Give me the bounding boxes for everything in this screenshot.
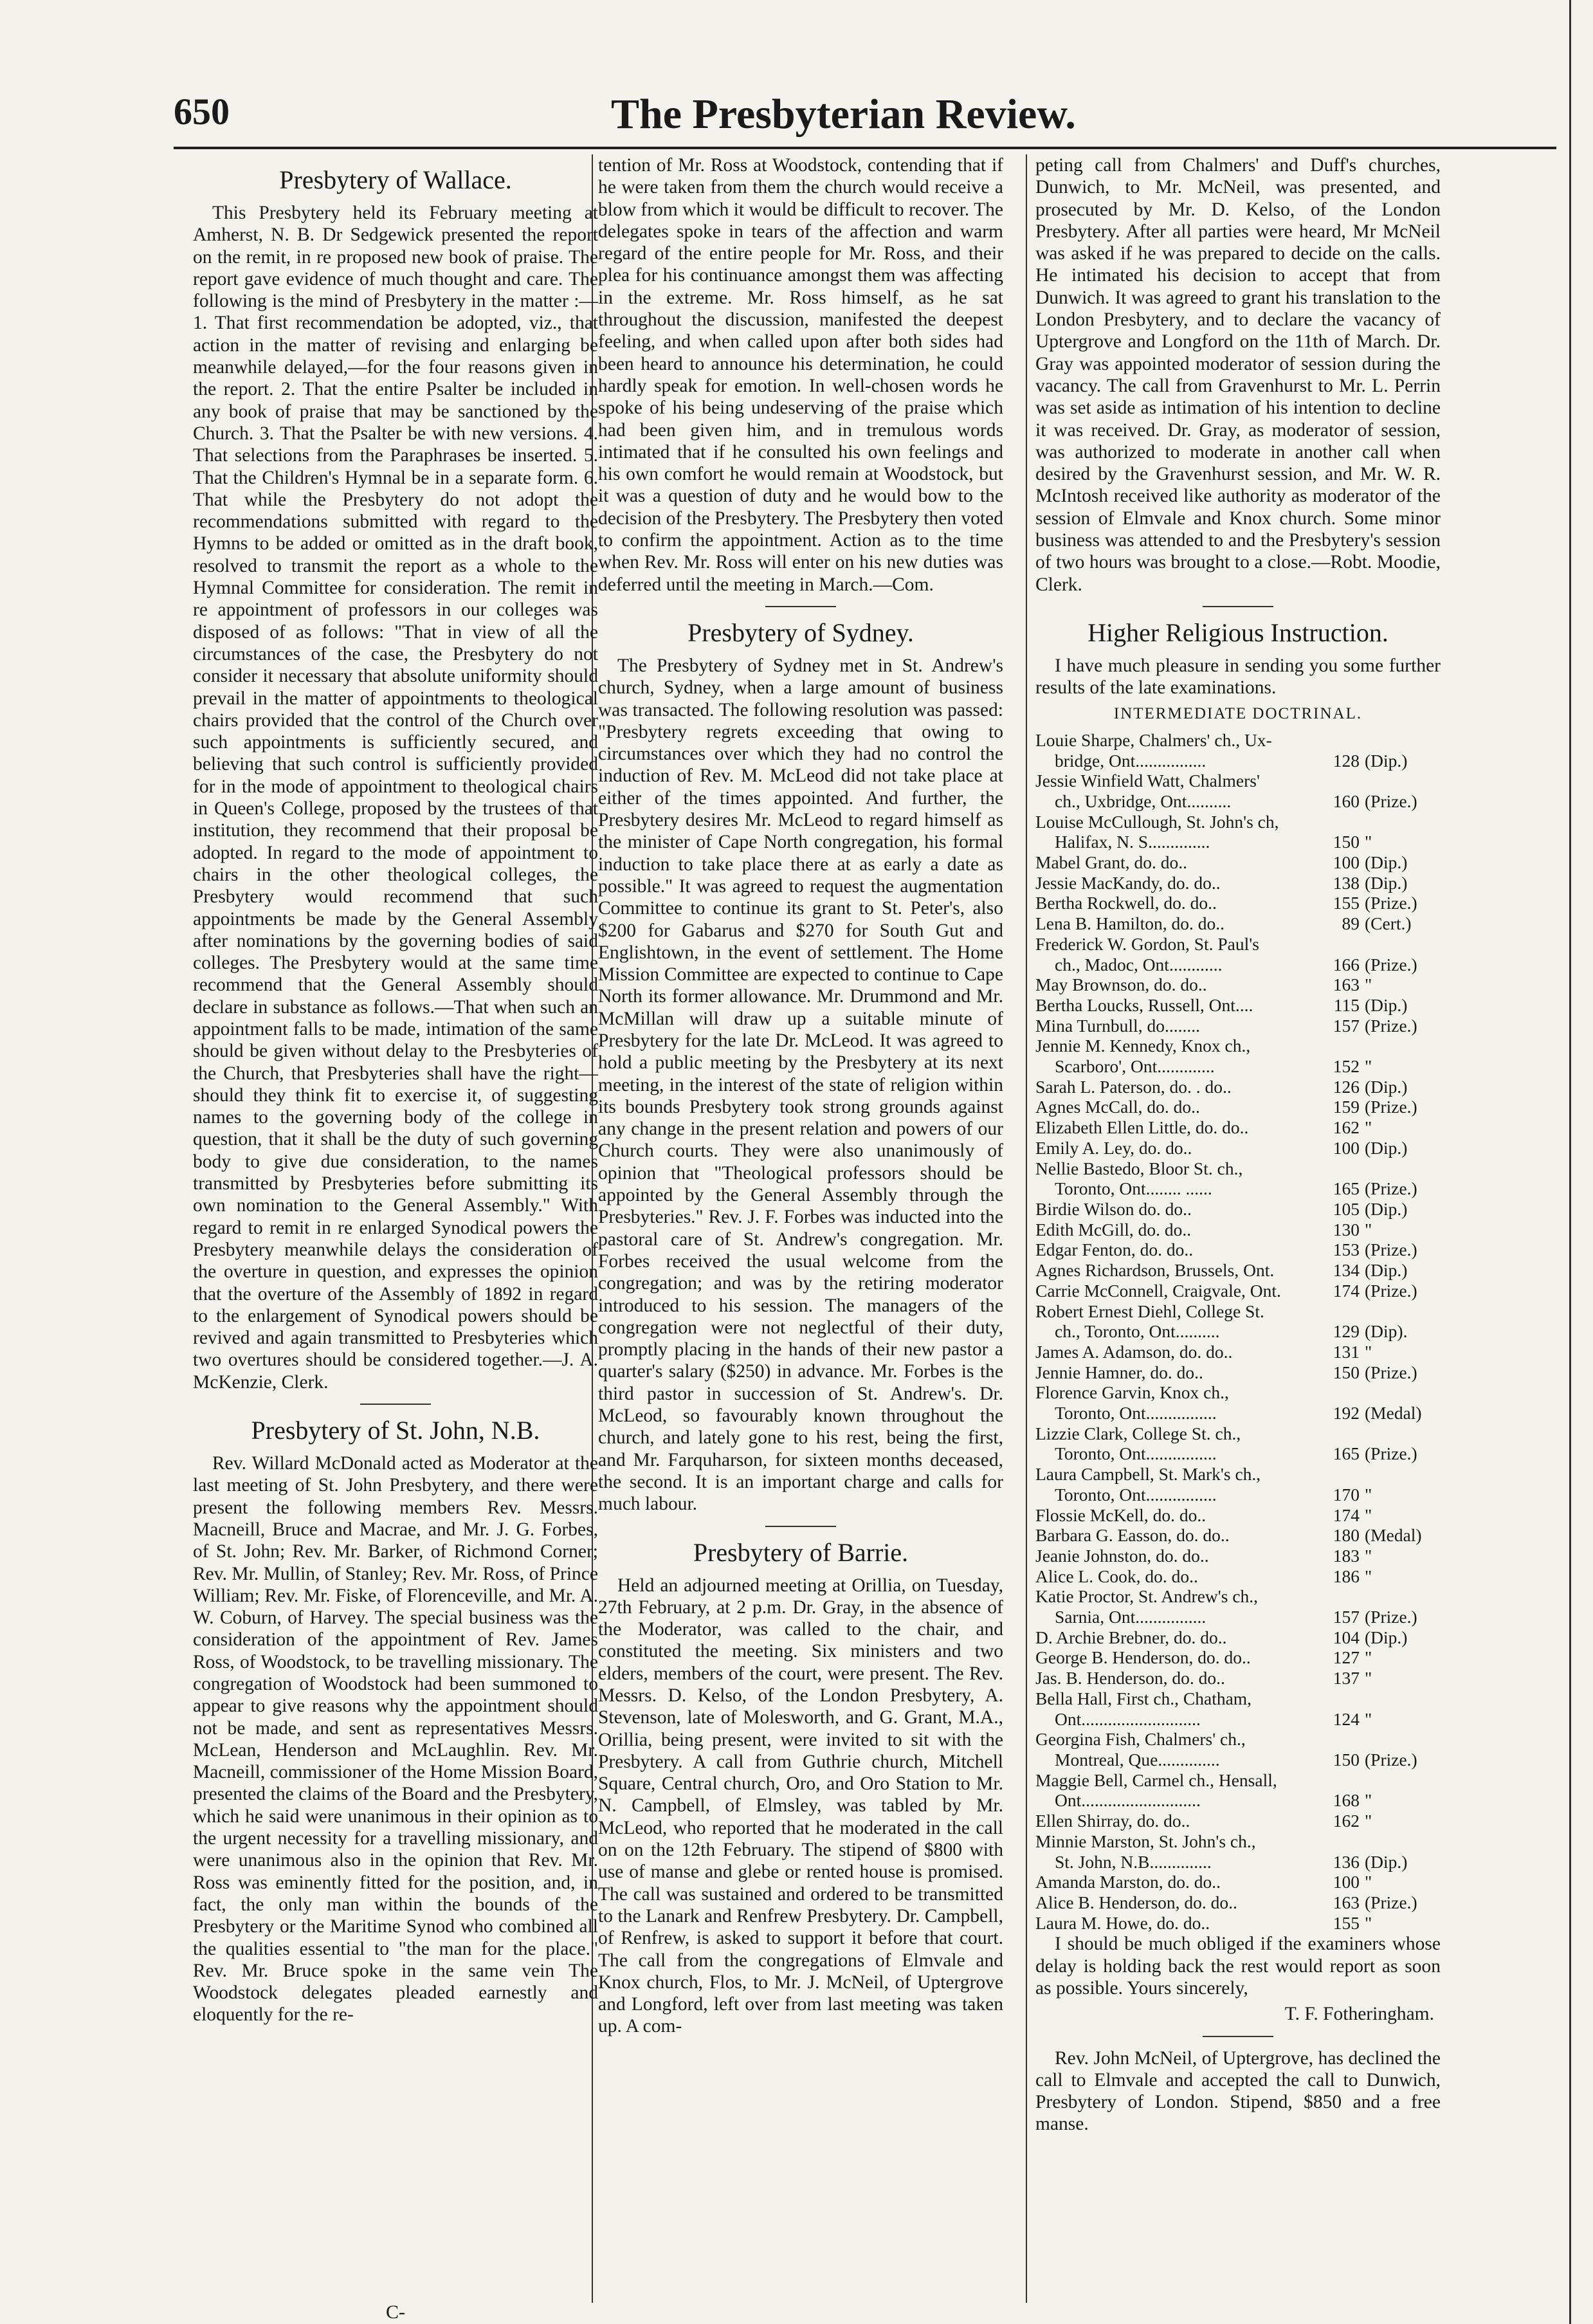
candidate-name: Ont........................... — [1055, 1790, 1201, 1811]
results-row — [1035, 1097, 1441, 1117]
candidate-award: " — [1365, 1056, 1372, 1077]
candidate-award — [1360, 1586, 1441, 1607]
candidate-score — [1307, 1586, 1360, 1607]
candidate-award: (Prize.) — [1365, 1015, 1417, 1036]
candidate-award — [1360, 771, 1441, 791]
candidate-score: 186 — [1333, 1566, 1360, 1586]
candidate-score: 192 — [1333, 1403, 1360, 1423]
candidate-score — [1307, 1688, 1360, 1709]
results-row — [1035, 1750, 1441, 1770]
results-row — [1035, 1077, 1441, 1097]
candidate-name: Agnes McCall, do. do.. — [1035, 1097, 1200, 1117]
candidate-name: Ont........................... — [1055, 1708, 1201, 1729]
results-row — [1035, 1647, 1441, 1668]
candidate-score: 136 — [1333, 1851, 1360, 1872]
results-row — [1035, 1321, 1441, 1342]
results-row — [1035, 1790, 1441, 1811]
results-row — [1035, 1525, 1441, 1546]
results-row — [1035, 1301, 1441, 1322]
candidate-award: " — [1365, 1708, 1372, 1729]
candidate-award: (Dip.) — [1365, 1851, 1408, 1872]
candidate-score: 100 — [1333, 1137, 1360, 1158]
candidate-award: " — [1365, 1912, 1372, 1933]
article-continuation: peting call from Chalmers' and Duff's churches, Dunwich, to Mr. McNeil, was presented, and prosecuted by Mr. D. Kelso, of the London Presbytery. After all parties were heard, Mr McNeil was asked if he was prepared to decide on the calls. He intimated his decision to accept that from Dunwich. It was agreed to grant his translation to the London Presbytery, and to declare the vacancy of Uptergrove and Longford on the 11th of March. Dr. Gray was appointed moderator of session during the vacancy. The call from Gravenhurst to Mr. L. Perrin was set aside as intimation of his intention to decline it was received. Dr. Gray, as moderator of session, was authorized to moderate in another call when desired by the Gravenhurst session, and Mr. W. R. McIntosh received like authority as moderator of the session of Elmvale and Knox church. Some minor business was attended to and the Presbytery's session of two hours was brought to a close.—Robt. Moodie, Clerk. — [1035, 155, 1441, 595]
results-row — [1035, 852, 1441, 873]
candidate-score: 134 — [1333, 1260, 1360, 1281]
results-intro: I have much pleasure in sending you some further results of the late examinations. — [1035, 655, 1441, 699]
article-separator — [1203, 606, 1273, 607]
candidate-award — [1360, 1301, 1441, 1322]
candidate-award: (Dip.) — [1365, 1260, 1408, 1281]
candidate-score: 166 — [1333, 954, 1360, 974]
results-row — [1035, 995, 1441, 1016]
candidate-name: Mabel Grant, do. do.. — [1035, 852, 1187, 873]
candidate-award: (Prize.) — [1365, 791, 1417, 811]
candidate-name: Georgina Fish, Chalmers' ch., — [1035, 1729, 1246, 1750]
candidate-name: Alice B. Henderson, do. do.. — [1035, 1892, 1237, 1912]
candidate-award: (Dip.) — [1365, 1076, 1408, 1097]
candidate-score — [1307, 1301, 1360, 1322]
candidate-name: Frederick W. Gordon, St. Paul's — [1035, 933, 1259, 954]
candidate-name: Jas. B. Henderson, do. do.. — [1035, 1668, 1225, 1688]
candidate-name: Jessie MacKandy, do. do.. — [1035, 872, 1221, 893]
candidate-award — [1360, 1729, 1441, 1750]
candidate-award: (Prize.) — [1365, 954, 1417, 974]
candidate-name: ch., Madoc, Ont............ — [1055, 954, 1223, 974]
candidate-score: 165 — [1333, 1178, 1360, 1199]
candidate-name: Sarnia, Ont................ — [1055, 1607, 1206, 1627]
candidate-score: 155 — [1333, 893, 1360, 913]
candidate-score — [1307, 1382, 1360, 1403]
candidate-name: Jennie M. Kennedy, Knox ch., — [1035, 1036, 1251, 1056]
results-caption: INTERMEDIATE DOCTRINAL. — [1113, 704, 1363, 722]
candidate-score: 131 — [1333, 1341, 1360, 1362]
results-row — [1035, 812, 1441, 832]
candidate-award: (Cert.) — [1365, 913, 1412, 934]
candidate-score: 100 — [1333, 852, 1360, 873]
candidate-score: 150 — [1333, 1749, 1360, 1770]
candidate-score — [1307, 1036, 1360, 1056]
results-row — [1035, 1403, 1441, 1423]
candidate-award — [1360, 1831, 1441, 1852]
candidate-name: Agnes Richardson, Brussels, Ont. — [1035, 1260, 1275, 1281]
candidate-score: 174 — [1333, 1505, 1360, 1525]
candidate-name: Louie Sharpe, Chalmers' ch., Ux- — [1035, 729, 1272, 750]
candidate-score — [1307, 1464, 1360, 1485]
candidate-score: 152 — [1333, 1056, 1360, 1077]
candidate-score: 160 — [1333, 791, 1360, 811]
article-title-st-john: Presbytery of St. John, N.B. — [251, 1416, 540, 1445]
results-row — [1035, 1485, 1441, 1505]
results-row — [1035, 1913, 1441, 1934]
results-closing: I should be much obliged if the examiners whose delay is holding back the rest would report as soon as possible. Yours sincerely, — [1035, 1934, 1441, 1999]
article-separator — [765, 1526, 836, 1527]
candidate-award: (Prize.) — [1365, 1892, 1417, 1912]
candidate-name: Carrie McConnell, Craigvale, Ont. — [1035, 1280, 1281, 1301]
article-body-wallace: This Presbytery held its February meeting at Amherst, N. B. Dr Sedgewick presented the report on the remit, in re proposed new book of praise. The report gave evidence of much thought and care. The following is the mind of Presbytery in the matter :—1. That first recommendation be adopted, viz., that action in the matter of revising and enlarging be meanwhile delayed,—for the four reasons given in the report. 2. That the entire Psalter be included in any book of praise that may be sanctioned by the Church. 3. That the Psalter be with new versions. 4. That selections from the Paraphrases be inserted. 5. That the Children's Hymnal be in a separate form. 6. That while the Presbytery do not adopt the recommendations submitted with regard to the Hymns to be added or omitted as in the draft book, resolved to transmit the report as a whole to the Hymnal Committee for consideration. The remit in re appointment of professors in our colleges was disposed of as follows: "That in view of all the circumstances of the case, the Presbytery do not consider it necessary that absolute uniformity should prevail in the matter of appointments to theological chairs provided that the control of the Church over such appointments is sufficiently secured, and believing that such control is sufficiently provided for in the mode of appointment to theological chairs in Queen's College, proposed by the trustees of that institution, they recommend that their proposal be adopted. In regard to the mode of appointment to chairs in the other theological colleges, the Presbytery would recommend that such appointments be made by the General Assembly after nominations by the governing bodies of said colleges. The Presbytery would at the same time recommend that the General Assembly should declare in substance as follows.—That when such an appointment falls to be made, intimation of the same should be given without delay to the Presbyteries of the Church, that Presbyteries shall have the right—should they think fit to exercise it, of suggesting names to the governing body of the college in question, that it shall be the duty of such governing body to give due consideration, to the names transmitted by Presbyteries before submitting its own nomination to the General Assembly." With regard to remit in re enlarged Synodical powers the Presbytery meanwhile delays the consideration of the overture in question, and expresses the opinion that the overture of the Assembly of 1892 in regard to the enlargement of Synodical powers should be revived and again transmitted to Presbyteries which two overtures should be considered together.—J. A. McKenzie, Clerk. — [193, 203, 598, 1393]
results-row — [1035, 771, 1441, 791]
candidate-name: Montreal, Que.............. — [1055, 1749, 1220, 1770]
results-row — [1035, 1443, 1441, 1464]
candidate-award: " — [1365, 1484, 1372, 1505]
candidate-score: 165 — [1333, 1443, 1360, 1464]
candidate-name: Mina Turnbull, do........ — [1035, 1015, 1200, 1036]
candidate-award: (Dip.) — [1365, 1137, 1408, 1158]
article-body-st-john: Rev. Willard McDonald acted as Moderator at the last meeting of St. John Presbytery, and there were present the following members Rev. Messrs. Macneill, Bruce and Macrae, and Mr. J. G. Forbes, of St. John; Rev. Mr. Barker, of Richmond Corner; Rev. Mr. Mullin, of Stanley; Rev. Mr. Ross, of Prince William; Rev. Mr. Fiske, of Florenceville, and Mr. A. W. Coburn, of Harvey. The special business was the consideration of the appointment of Rev. James Ross, of Woodstock, to be travelling missionary. The congregation of Woodstock had been summoned to appear to give reasons why the appointment should not be made, and sent as representatives Messrs. McLean, Henderson and McLaughlin. Rev. Mr. Macneill, commissioner of the Home Mission Board, presented the claims of the Board and the Presbytery, which he said were unanimous in their opinion as to the urgent necessity for a travelling missionary, and were unanimous also in the opinion that Rev. Mr. Ross was eminently fitted for the position, and, in fact, the only man within the bounds of the Presbytery or the Maritime Synod who combined all the qualities essential to "the man for the place." Rev. Mr. Bruce spoke in the same vein The Woodstock delegates pleaded earnestly and eloquently for the re- — [193, 1453, 598, 2026]
candidate-score: 183 — [1333, 1545, 1360, 1566]
candidate-name: Barbara G. Easson, do. do.. — [1035, 1525, 1230, 1546]
candidate-score — [1307, 934, 1360, 955]
candidate-award: " — [1365, 1505, 1372, 1525]
candidate-score: 128 — [1333, 750, 1360, 771]
candidate-award: " — [1365, 1811, 1372, 1831]
candidate-award: (Prize.) — [1365, 1362, 1417, 1382]
candidate-name: Louise McCullough, St. John's ch, — [1035, 811, 1279, 832]
candidate-award — [1360, 812, 1441, 832]
candidate-award: (Prize.) — [1365, 1749, 1417, 1770]
results-row — [1035, 1668, 1441, 1688]
candidate-score: 127 — [1333, 1647, 1360, 1668]
candidate-name: ch., Toronto, Ont.......... — [1055, 1321, 1220, 1342]
candidate-award: " — [1365, 1566, 1372, 1586]
article-body-barrie: Held an adjourned meeting at Orillia, on Tuesday, 27th February, at 2 p.m. Dr. Gray, in the absence of the Moderator, was called to the chair, and constituted the meeting. Six ministers and two elders, members of the court, were present. The Rev. Messrs. D. Kelso, of the London Presbytery, A. Stevenson, late of Molesworth, and G. Grant, M.A., Orillia, being present, were invited to sit with the Presbytery. A call from Guthrie church, Mitchell Square, Central church, Oro, and Oro Station to Mr. N. Campbell, of Elmsley, was tabled by Mr. McLeod, who reported that he moderated in the call on on the 12th February. The stipend of $800 with use of manse and glebe or rented house is promised. The call was sustained and ordered to be transmitted to the Lanark and Renfrew Presbytery. Dr. Campbell, of Renfrew, is asked to support it before that court. The call from the congregations of Elmvale and Knox church, Flos, to Mr. J. McNeil, of Uptergrove and Longford, left over from last meeting was taken up. A com- — [598, 1575, 1003, 2037]
candidate-name: George B. Henderson, do. do.. — [1035, 1647, 1251, 1668]
results-row — [1035, 1036, 1441, 1056]
candidate-award: " — [1365, 1219, 1372, 1240]
results-row — [1035, 1382, 1441, 1403]
results-row — [1035, 1016, 1441, 1036]
candidate-score: 150 — [1333, 832, 1360, 852]
candidate-name: Edith McGill, do. do.. — [1035, 1219, 1192, 1240]
results-row — [1035, 913, 1441, 934]
candidate-name: Elizabeth Ellen Little, do. do.. — [1035, 1117, 1249, 1138]
candidate-name: Jeanie Johnston, do. do.. — [1035, 1545, 1209, 1566]
column-1 — [193, 154, 598, 2030]
candidate-award: " — [1365, 1341, 1372, 1362]
results-row — [1035, 1342, 1441, 1362]
candidate-score: 162 — [1333, 1117, 1360, 1138]
candidate-score: 130 — [1333, 1219, 1360, 1240]
candidate-score — [1307, 1831, 1360, 1852]
results-row — [1035, 934, 1441, 955]
results-row — [1035, 1056, 1441, 1077]
results-row — [1035, 730, 1441, 751]
candidate-name: Laura Campbell, St. Mark's ch., — [1035, 1464, 1261, 1485]
candidate-award: " — [1365, 1668, 1372, 1688]
results-row — [1035, 1586, 1441, 1607]
candidate-award: (Prize.) — [1365, 1178, 1417, 1199]
candidate-award: (Prize.) — [1365, 1607, 1417, 1627]
candidate-award: (Dip.) — [1365, 1627, 1408, 1647]
candidate-name: Florence Garvin, Knox ch., — [1035, 1382, 1229, 1403]
results-row — [1035, 1852, 1441, 1872]
results-row — [1035, 832, 1441, 852]
candidate-score — [1307, 1770, 1360, 1791]
article-separator — [1203, 2036, 1273, 2037]
candidate-score: 104 — [1333, 1627, 1360, 1647]
candidate-score: 124 — [1333, 1708, 1360, 1729]
article-separator — [360, 1404, 431, 1405]
results-row — [1035, 1117, 1441, 1138]
candidate-award — [1360, 1423, 1441, 1444]
candidate-name: Bertha Rockwell, do. do.. — [1035, 893, 1217, 913]
candidate-name: ch., Uxbridge, Ont.......... — [1055, 791, 1232, 811]
results-row — [1035, 1158, 1441, 1179]
results-row — [1035, 1199, 1441, 1220]
results-row — [1035, 1729, 1441, 1750]
results-row — [1035, 1831, 1441, 1852]
candidate-score: 138 — [1333, 872, 1360, 893]
candidate-score: 150 — [1333, 1362, 1360, 1382]
results-row — [1035, 1811, 1441, 1831]
candidate-name: Jennie Hamner, do. do.. — [1035, 1362, 1203, 1382]
results-row — [1035, 1872, 1441, 1892]
candidate-score: 159 — [1333, 1097, 1360, 1117]
results-row — [1035, 1546, 1441, 1566]
candidate-score: 157 — [1333, 1607, 1360, 1627]
candidate-score: 168 — [1333, 1790, 1360, 1811]
candidate-award: " — [1365, 1545, 1372, 1566]
candidate-score: 126 — [1333, 1076, 1360, 1097]
candidate-award: (Dip.) — [1365, 750, 1408, 771]
candidate-award: (Dip.) — [1365, 1199, 1408, 1219]
candidate-score: 137 — [1333, 1668, 1360, 1688]
candidate-award: " — [1365, 1872, 1372, 1892]
candidate-score: 89 — [1342, 913, 1360, 934]
candidate-name: Toronto, Ont........ ...... — [1055, 1178, 1212, 1199]
candidate-name: Sarah L. Paterson, do. . do.. — [1035, 1076, 1232, 1097]
candidate-name: Toronto, Ont................ — [1055, 1484, 1217, 1505]
article-title-sydney: Presbytery of Sydney. — [687, 618, 914, 647]
candidate-award — [1360, 1770, 1441, 1791]
results-row — [1035, 751, 1441, 771]
candidate-name: Minnie Marston, St. John's ch., — [1035, 1831, 1256, 1851]
candidate-name: Emily A. Ley, do. do.. — [1035, 1137, 1192, 1158]
results-row — [1035, 1607, 1441, 1627]
candidate-score: 105 — [1333, 1199, 1360, 1219]
candidate-name: May Brownson, do. do.. — [1035, 974, 1207, 995]
candidate-name: Alice L. Cook, do. do.. — [1035, 1566, 1198, 1586]
results-row — [1035, 1240, 1441, 1260]
results-row — [1035, 1688, 1441, 1709]
results-row — [1035, 893, 1441, 913]
candidate-score: 153 — [1333, 1240, 1360, 1260]
candidate-name: Nellie Bastedo, Bloor St. ch., — [1035, 1158, 1243, 1178]
candidate-award — [1360, 1158, 1441, 1179]
candidate-award: (Medal) — [1365, 1525, 1422, 1546]
candidate-award: (Prize.) — [1365, 1240, 1417, 1260]
article-continuation: tention of Mr. Ross at Woodstock, contending that if he were taken from them the church would receive a blow from which it would be difficult to recover. The delegates spoke in tears of the affection and warm regard of the entire people for Mr. Ross, and their plea for his continuance amongst them was affecting in the extreme. Mr. Ross himself, as he sat throughout the discussion, manifested the deepest feeling, and when called upon after both sides had been heard to announce his determination, he could hardly speak for emotion. In well-chosen words he spoke of his being undeserving of the praise which had been given him, and in tremulous words intimated that if he consulted his own feelings and his own comfort he would remain at Woodstock, but it was a question of duty and he would bow to the decision of the Presbytery. The Presbytery then voted to confirm the appointment. Action as to the time when Rev. Mr. Ross will enter on his new duties was deferred until the meeting in March.—Com. — [598, 155, 1004, 595]
results-signature: T. F. Fotheringham. — [1284, 2004, 1434, 2025]
candidate-award: (Dip). — [1365, 1321, 1408, 1342]
candidate-name: Maggie Bell, Carmel ch., Hensall, — [1035, 1770, 1277, 1790]
candidate-award: (Prize.) — [1365, 1280, 1417, 1301]
column-3 — [1035, 154, 1441, 2139]
page-number: 650 — [174, 91, 230, 133]
journal-title: The Presbyterian Review. — [611, 91, 1076, 138]
results-row — [1035, 1709, 1441, 1730]
results-row — [1035, 1892, 1441, 1913]
candidate-award — [1360, 934, 1441, 955]
article-title-higher-religious-instruction: Higher Religious Instruction. — [1088, 618, 1388, 647]
results-row — [1035, 1281, 1441, 1301]
candidate-name: Lena B. Hamilton, do. do.. — [1035, 913, 1225, 934]
candidate-award — [1360, 1464, 1441, 1485]
candidate-award: " — [1365, 1790, 1372, 1811]
candidate-score: 155 — [1333, 1912, 1360, 1933]
printer-mark: C- — [386, 2301, 405, 2323]
results-row — [1035, 873, 1441, 893]
candidate-award — [1360, 1382, 1441, 1403]
page-edge-rule — [1569, 0, 1571, 2324]
candidate-name: Flossie McKell, do. do.. — [1035, 1505, 1206, 1525]
candidate-award: (Prize.) — [1365, 1097, 1417, 1117]
candidate-score — [1307, 771, 1360, 791]
candidate-score: 157 — [1333, 1015, 1360, 1036]
results-row — [1035, 1505, 1441, 1526]
candidate-score: 170 — [1333, 1484, 1360, 1505]
article-separator — [765, 606, 836, 607]
article-body-mcneil: Rev. John McNeil, of Uptergrove, has declined the call to Elmvale and accepted the call to Dunwich, Presbytery of London. Stipend, $850 and a free manse. — [1035, 2047, 1441, 2135]
candidate-award: (Dip.) — [1365, 852, 1408, 873]
candidate-score — [1307, 1729, 1360, 1750]
candidate-award: " — [1365, 1647, 1372, 1668]
candidate-award: (Prize.) — [1365, 1443, 1417, 1464]
results-row — [1035, 1770, 1441, 1791]
results-row — [1035, 791, 1441, 812]
candidate-award: " — [1365, 1117, 1372, 1138]
candidate-score: 174 — [1333, 1280, 1360, 1301]
candidate-score: 180 — [1333, 1525, 1360, 1546]
results-row — [1035, 1423, 1441, 1444]
results-row — [1035, 955, 1441, 975]
column-2 — [598, 154, 1003, 2042]
candidate-score: 115 — [1333, 994, 1360, 1015]
candidate-name: Robert Ernest Diehl, College St. — [1035, 1301, 1264, 1321]
candidate-award: " — [1365, 832, 1372, 852]
candidate-award: " — [1365, 974, 1372, 995]
results-row — [1035, 974, 1441, 995]
results-row — [1035, 1464, 1441, 1485]
candidate-score: 129 — [1333, 1321, 1360, 1342]
candidate-name: Edgar Fenton, do. do.. — [1035, 1240, 1194, 1260]
results-row — [1035, 1178, 1441, 1199]
results-row — [1035, 1138, 1441, 1158]
candidate-score — [1307, 730, 1360, 751]
candidate-score: 163 — [1333, 1892, 1360, 1912]
article-title-barrie: Presbytery of Barrie. — [693, 1537, 909, 1567]
candidate-score: 162 — [1333, 1811, 1360, 1831]
candidate-name: Laura M. Howe, do. do.. — [1035, 1912, 1210, 1933]
candidate-award — [1360, 1688, 1441, 1709]
candidate-name: Amanda Marston, do. do.. — [1035, 1872, 1221, 1892]
article-body-sydney: The Presbytery of Sydney met in St. Andrew's church, Sydney, when a large amount of business was transacted. The following resolution was passed: "Presbytery regrets exceeding that owing to circumstances over which they had no control the induction of Rev. M. McLeod did not take place at either of the times appointed. And further, the Presbytery desires Mr. McLeod to regard himself as the minister of Cape North congregation, his formal induction to take place there at as early a date as possible." It was agreed to request the augmentation Committee to continue its grant to St. Peter's, also $200 for Gabarus and $270 for South Gut and Englishtown, in the event of settlement. The Home Mission Committee are expected to continue to Cape North its former allowance. Mr. Drummond and Mr. McMillan will draw up a suitable minute of Presbytery for the late Dr. McLeod. It was agreed to hold a public meeting by the Presbytery at its next meeting, in the interest of the state of religion within its bounds Presbytery took strong grounds against any change in the present relation and powers of our Church courts. They were also unanimously of opinion that "Theological professors should be appointed by the General Assembly through the Presbyteries." Rev. J. F. Forbes was inducted into the pastoral care of St. Andrew's congregation. Mr. Forbes received the usual welcome from the congregation; and was by the retiring moderator introduced to his session. The managers of the congregation were not neglectful of their duty, promptly placing in the hands of their new pastor a quarter's salary ($250) in advance. Mr. Forbes is the third pastor in succession of St. Andrew's. Dr. McLeod, so favourably known throughout the church, and lately gone to his rest, being the first, and Mr. Farquharson, for sixteen months deceased, the second. It is an important charge and calls for much labour. — [598, 655, 1003, 1515]
candidate-score — [1307, 1423, 1360, 1444]
candidate-name: Bertha Loucks, Russell, Ont.... — [1035, 994, 1253, 1015]
candidate-name: Lizzie Clark, College St. ch., — [1035, 1423, 1241, 1443]
candidate-name: Toronto, Ont................ — [1055, 1443, 1217, 1464]
candidate-name: bridge, Ont................ — [1055, 750, 1206, 771]
header-rule — [174, 147, 1556, 149]
candidate-name: Birdie Wilson do. do.. — [1035, 1199, 1192, 1219]
candidate-award: (Medal) — [1365, 1403, 1422, 1423]
candidate-name: Katie Proctor, St. Andrew's ch., — [1035, 1586, 1259, 1607]
results-row — [1035, 1362, 1441, 1383]
candidate-score: 163 — [1333, 974, 1360, 995]
candidate-name: Halifax, N. S.............. — [1055, 832, 1210, 852]
candidate-award — [1360, 1036, 1441, 1056]
results-row — [1035, 1260, 1441, 1281]
results-row — [1035, 1220, 1441, 1240]
candidate-award: (Prize.) — [1365, 893, 1417, 913]
candidate-name: Ellen Shirray, do. do.. — [1035, 1811, 1190, 1831]
candidate-name: Scarboro', Ont............. — [1055, 1056, 1215, 1077]
candidate-score — [1307, 1158, 1360, 1179]
candidate-name: Jessie Winfield Watt, Chalmers' — [1035, 771, 1260, 791]
candidate-name: Bella Hall, First ch., Chatham, — [1035, 1688, 1252, 1708]
candidate-name: St. John, N.B.............. — [1055, 1851, 1212, 1872]
candidate-score — [1307, 812, 1360, 832]
candidate-award — [1360, 730, 1441, 751]
results-row — [1035, 1566, 1441, 1587]
candidate-name: Toronto, Ont................ — [1055, 1403, 1217, 1423]
column-divider — [1026, 154, 1027, 2303]
candidate-award: (Dip.) — [1365, 872, 1408, 893]
candidate-award: (Dip.) — [1365, 994, 1408, 1015]
candidate-name: James A. Adamson, do. do.. — [1035, 1341, 1233, 1362]
results-table — [1035, 730, 1441, 1933]
candidate-name: D. Archie Brebner, do. do.. — [1035, 1627, 1227, 1647]
candidate-score: 100 — [1333, 1872, 1360, 1892]
article-title-wallace: Presbytery of Wallace. — [279, 165, 512, 194]
results-row — [1035, 1627, 1441, 1648]
page-header — [174, 90, 1556, 148]
